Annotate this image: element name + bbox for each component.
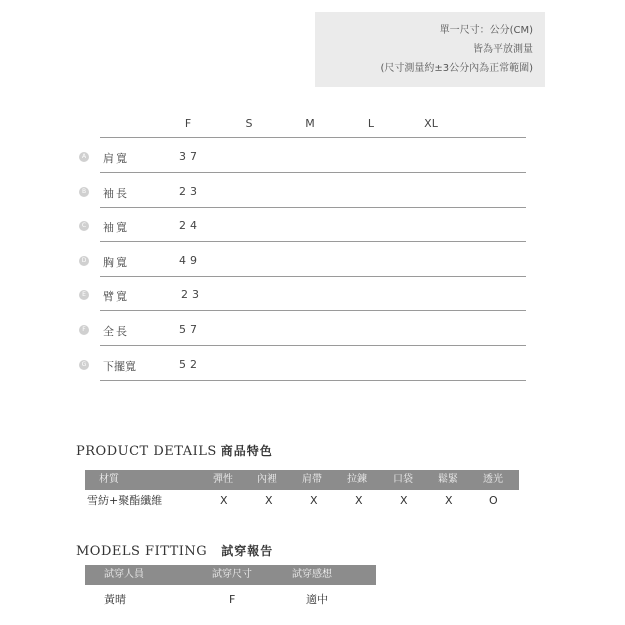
models-fitting-row	[85, 590, 376, 610]
product-details-title-zh: 商品特色	[220, 444, 273, 458]
value-feedback: 適中	[306, 593, 328, 606]
size-label: 臂寬	[103, 290, 129, 303]
models-fitting-header	[85, 565, 376, 585]
size-value-f: 24	[179, 219, 201, 232]
product-details-row	[85, 491, 519, 511]
size-label: 袖寬	[103, 221, 129, 234]
header-waistband: 鬆緊	[438, 474, 458, 485]
header-size: 試穿尺寸	[212, 569, 252, 580]
value-strap: X	[310, 494, 318, 507]
product-details-header	[85, 470, 519, 490]
value-elasticity: X	[220, 494, 228, 507]
size-row-arm	[76, 277, 526, 311]
value-lining: X	[265, 494, 273, 507]
badge-g: G	[79, 360, 89, 370]
size-row-shoulder	[76, 139, 526, 173]
badge-f: F	[79, 325, 89, 335]
size-value-f: 49	[179, 254, 201, 267]
value-zipper: X	[355, 494, 363, 507]
badge-e: E	[79, 290, 89, 300]
size-col-xl: XL	[424, 117, 438, 130]
note-method: 皆為平放測量	[473, 44, 533, 55]
row-divider	[100, 310, 526, 311]
models-fitting-title-zh: 試穿報告	[221, 544, 274, 558]
product-details-title	[76, 442, 273, 459]
size-col-f: F	[184, 117, 192, 130]
header-feedback: 試穿感想	[292, 569, 332, 580]
size-row-sleeve-width	[76, 208, 526, 242]
size-label: 袖長	[103, 187, 129, 200]
badge-c: C	[79, 221, 89, 231]
row-divider	[100, 345, 526, 346]
size-row-length	[76, 312, 526, 346]
header-elasticity: 彈性	[213, 474, 233, 485]
size-value-f: 23	[179, 185, 201, 198]
size-value-f: 52	[179, 358, 201, 371]
product-details-title-en: PRODUCT DETAILS	[76, 444, 217, 459]
size-row-chest	[76, 243, 526, 277]
value-material: 雪紡+聚酯纖維	[87, 494, 163, 507]
note-unit: 單一尺寸：公分(CM)	[439, 25, 533, 36]
size-table-header-rule	[100, 137, 526, 138]
models-fitting-title-en: MODELS FITTING	[76, 544, 208, 559]
size-row-hem	[76, 347, 526, 381]
row-divider	[100, 172, 526, 173]
badge-d: D	[79, 256, 89, 266]
measurement-note	[315, 12, 545, 87]
header-lining: 內裡	[257, 474, 277, 485]
size-col-s: S	[245, 117, 253, 130]
value-sheerness: O	[489, 494, 498, 507]
value-model: 黃晴	[104, 593, 126, 606]
size-table-header	[0, 117, 625, 133]
header-model: 試穿人員	[104, 569, 144, 580]
size-row-sleeve-length	[76, 174, 526, 208]
size-label: 下擺寬	[103, 360, 136, 373]
header-strap: 肩帶	[302, 474, 322, 485]
header-material: 材質	[99, 474, 119, 485]
row-divider	[100, 241, 526, 242]
size-value-f: 23	[181, 288, 203, 301]
header-sheerness: 透光	[483, 474, 503, 485]
size-col-m: M	[305, 117, 315, 130]
value-size: F	[229, 593, 236, 606]
size-label: 全長	[103, 325, 129, 338]
header-zipper: 拉鍊	[347, 474, 367, 485]
value-waistband: X	[445, 494, 453, 507]
header-pocket: 口袋	[393, 474, 413, 485]
size-value-f: 57	[179, 323, 201, 336]
size-col-l: L	[367, 117, 375, 130]
badge-a: A	[79, 152, 89, 162]
models-fitting-title	[76, 542, 273, 559]
size-label: 肩寬	[103, 152, 129, 165]
row-divider	[100, 380, 526, 381]
size-value-f: 37	[179, 150, 201, 163]
note-tolerance: (尺寸測量約±3公分內為正常範圍)	[380, 63, 533, 74]
badge-b: B	[79, 187, 89, 197]
size-label: 胸寬	[103, 256, 129, 269]
value-pocket: X	[400, 494, 408, 507]
